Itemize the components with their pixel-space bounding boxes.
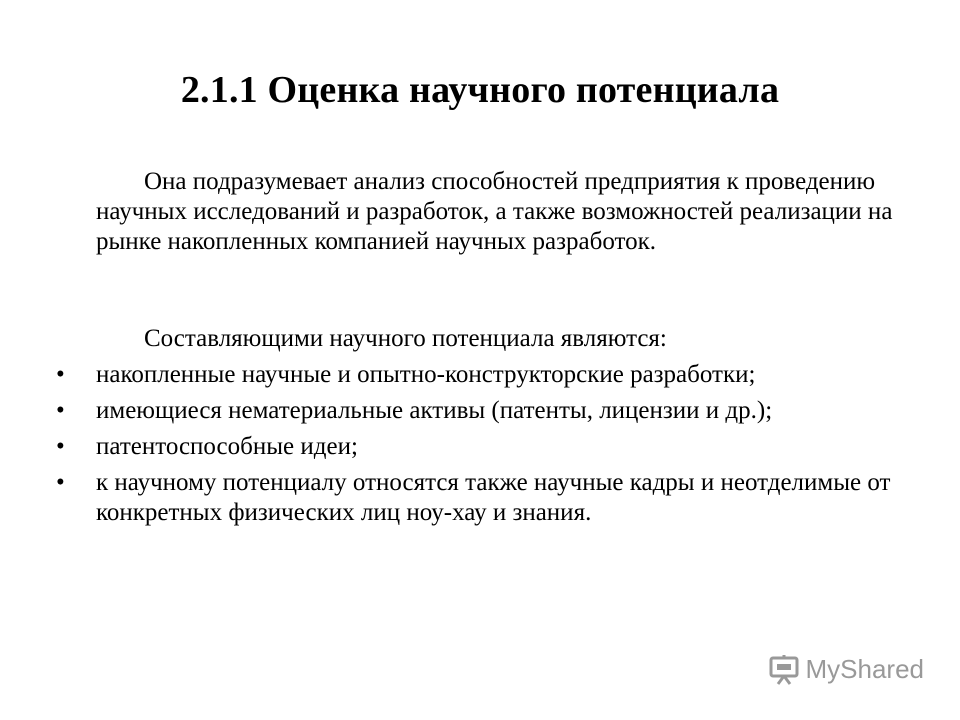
slide-title: 2.1.1 Оценка научного потенциала <box>180 69 780 111</box>
list-item-text: накопленные научные и опытно-конструкторские разработки; <box>96 361 756 388</box>
list-item-text: патентоспособные идеи; <box>96 433 358 460</box>
presentation-board-icon <box>768 655 800 685</box>
bullet-icon: • <box>56 361 65 388</box>
bullet-icon: • <box>56 433 65 460</box>
bullet-icon: • <box>56 397 65 424</box>
list-item <box>56 432 916 462</box>
list-item <box>56 360 916 390</box>
list-item <box>56 468 916 528</box>
components-heading: Составляющими научного потенциала являются: <box>144 325 667 352</box>
watermark-text: MyShared <box>805 654 924 684</box>
intro-paragraph: Она подразумевает анализ способностей предприятия к проведению научных исследований и разработок, а также возможностей реализации на рынке накопленных компанией научных разработок. <box>96 168 893 255</box>
bullet-icon: • <box>56 469 65 496</box>
list-item <box>56 396 916 426</box>
myshared-watermark <box>768 654 925 685</box>
components-list <box>56 360 916 534</box>
list-item-text: имеющиеся нематериальные активы (патенты, лицензии и др.); <box>96 397 773 424</box>
list-item-text: к научному потенциалу относятся также научные кадры и неотделимые от конкретных физических лиц ноу-хау и знания. <box>96 469 891 526</box>
